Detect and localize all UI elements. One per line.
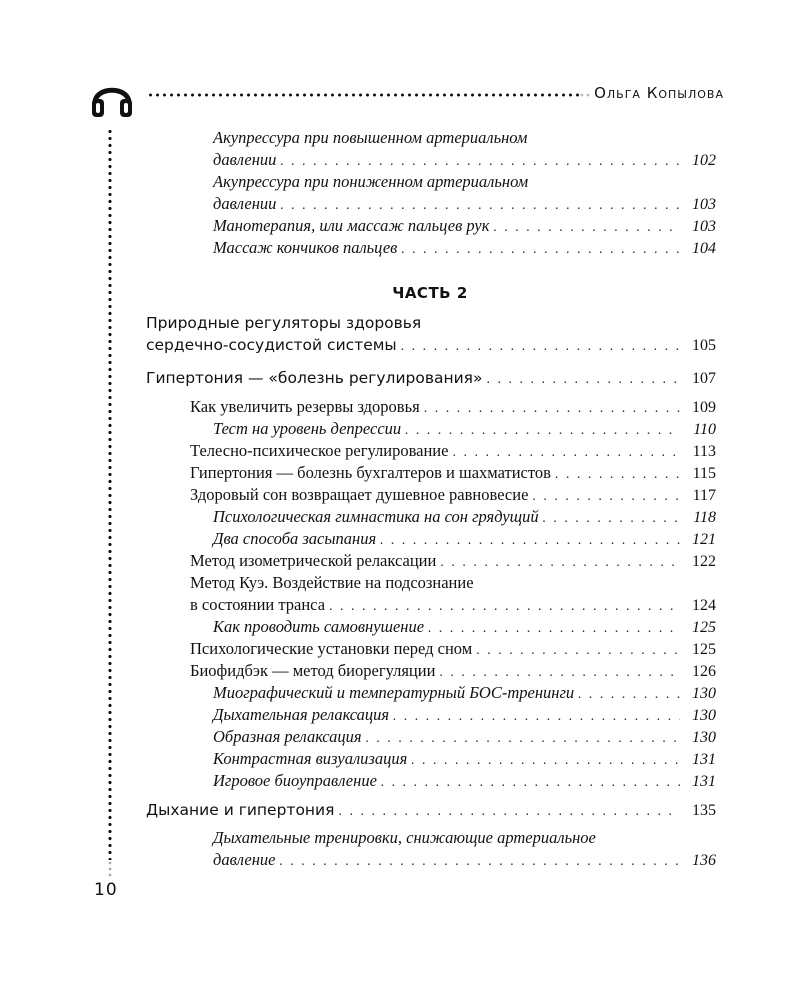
toc-entry-title: давление [213, 850, 276, 869]
toc-page-number: 135 [692, 802, 716, 819]
toc-entry [190, 485, 716, 507]
dot-leader [486, 372, 680, 388]
toc-entry-title: сердечно-сосудистой системы [146, 336, 397, 354]
toc-entry-title: Здоровый сон возвращает душевное равновесие [190, 485, 529, 504]
dot-leader [476, 643, 680, 659]
toc-entry-title: Дыхание и гипертония [146, 801, 335, 819]
dot-leader [329, 599, 680, 615]
toc-entry [190, 397, 716, 419]
toc-entry-title: Телесно-психическое регулирование [190, 441, 449, 460]
toc-page-number: 130 [692, 707, 716, 724]
toc-entry-title: Гипертония — болезнь бухгалтеров и шахматистов [190, 463, 551, 482]
margin-dotted-rule [108, 128, 112, 860]
dot-leader [280, 154, 680, 170]
toc-entry-title: в состоянии транса [190, 595, 326, 614]
toc-entry [190, 441, 716, 463]
dot-leader [452, 445, 680, 461]
toc-page-number: 109 [692, 399, 716, 416]
toc-entry [213, 727, 716, 749]
toc-page-number: 136 [692, 852, 716, 869]
toc-entry-title: Как увеличить резервы здоровья [190, 397, 420, 416]
dot-leader [578, 687, 680, 703]
toc-page-number: 103 [692, 196, 716, 213]
toc-entry [146, 369, 716, 391]
toc-entry [146, 314, 716, 358]
dot-leader [366, 731, 680, 747]
toc-page-number: 131 [692, 773, 716, 790]
toc-page-number: 103 [692, 218, 716, 235]
toc-page-number: 115 [692, 465, 716, 482]
toc-page-number: 113 [692, 443, 716, 460]
toc-entry [213, 172, 716, 216]
toc-entry [146, 801, 716, 823]
headphones-icon [90, 77, 134, 121]
dot-leader [424, 401, 680, 417]
dot-leader [381, 775, 680, 791]
toc-page-number: 130 [692, 729, 716, 746]
toc-entry-title: Контрастная визуализация [213, 749, 408, 768]
toc-page-number: 131 [692, 751, 716, 768]
toc-entry-title: Тест на уровень депрессии [213, 419, 402, 438]
toc-entry [190, 661, 716, 683]
toc-entry-title-line1: Дыхательные тренировки, снижающие артериальное [213, 828, 596, 847]
toc-entry [190, 639, 716, 661]
toc-page-number: 121 [692, 531, 716, 548]
toc-entry-title: давлении [213, 194, 277, 213]
toc-entry [213, 705, 716, 727]
toc-entry-title: Миографический и температурный БОС-тренинги [213, 683, 575, 702]
toc-entry-title-line1: Природные регуляторы здоровья [146, 314, 422, 332]
toc-page-number: 107 [692, 370, 716, 387]
toc-entry [190, 551, 716, 573]
toc-entry [190, 573, 716, 617]
toc-page-number: 117 [692, 487, 716, 504]
toc-page-number: 122 [692, 553, 716, 570]
toc-page-number: 130 [692, 685, 716, 702]
toc-entry-title-line1: Метод Куэ. Воздействие на подсознание [190, 573, 474, 592]
toc-entry-title: Гипертония — «болезнь регулирования» [146, 369, 483, 387]
toc-entry-title: Манотерапия, или массаж пальцев рук [213, 216, 490, 235]
toc-page-number: 104 [692, 240, 716, 257]
toc-entry-title: Дыхательная релаксация [213, 705, 390, 724]
toc-entry-title: Психологическая гимнастика на сон грядущий [213, 507, 539, 526]
dot-leader [411, 753, 680, 769]
dot-leader [428, 621, 680, 637]
toc-entry [213, 238, 716, 260]
toc-entry [213, 128, 716, 172]
toc-page-number: 102 [692, 152, 716, 169]
toc-entry-title: Два способа засыпания [213, 529, 377, 548]
toc-entry-title-line1: Акупрессура при пониженном артериальном [213, 172, 529, 191]
dot-leader [380, 533, 680, 549]
dot-leader [280, 198, 680, 214]
dot-leader [401, 339, 680, 355]
dot-leader [555, 467, 680, 483]
toc-entry-title: Биофидбэк — метод биорегуляции [190, 661, 436, 680]
toc-page-number: 105 [692, 337, 716, 354]
dot-leader [532, 489, 680, 505]
dot-leader [493, 220, 680, 236]
margin-dotted-rule-fade [108, 860, 112, 878]
toc-page-number: 110 [693, 421, 716, 438]
toc-page-number: 126 [692, 663, 716, 680]
toc-page-number: 118 [693, 509, 716, 526]
dot-leader [338, 804, 680, 820]
toc-entry-title-line1: Акупрессура при повышенном артериальном [213, 128, 528, 147]
toc-entry-title: Образная релаксация [213, 727, 362, 746]
dot-leader [439, 665, 680, 681]
toc-entry-title: Психологические установки перед сном [190, 639, 473, 658]
toc-entry [213, 749, 716, 771]
toc-entry-title: Как проводить самовнушение [213, 617, 425, 636]
toc-entry-title: Массаж кончиков пальцев [213, 238, 398, 257]
header-dotted-rule [147, 93, 579, 97]
dot-leader [401, 242, 680, 258]
toc-entry [213, 507, 716, 529]
toc-entry-title: давлении [213, 150, 277, 169]
toc-entry-title: Метод изометрической релаксации [190, 551, 437, 570]
toc-entry [213, 617, 716, 639]
dot-leader [279, 854, 680, 870]
dot-leader [393, 709, 680, 725]
toc-entry [213, 529, 716, 551]
dot-leader [440, 555, 680, 571]
toc-page-number: 125 [692, 641, 716, 658]
toc-entry [213, 419, 716, 441]
toc-entry-title: Игровое биоуправление [213, 771, 377, 790]
toc-entry [213, 828, 716, 872]
toc-entry [190, 463, 716, 485]
part-title: ЧАСТЬ 2 [392, 284, 468, 302]
toc-page-number: 124 [692, 597, 716, 614]
dot-leader [405, 423, 680, 439]
dot-leader [543, 511, 680, 527]
page-number: 10 [94, 880, 118, 900]
running-head-author: Ольга Копылова [594, 84, 724, 102]
toc-entry [213, 771, 716, 793]
header-dotted-rule-fade [579, 93, 591, 97]
toc-page-number: 125 [692, 619, 716, 636]
toc-entry [213, 216, 716, 238]
toc-entry [213, 683, 716, 705]
